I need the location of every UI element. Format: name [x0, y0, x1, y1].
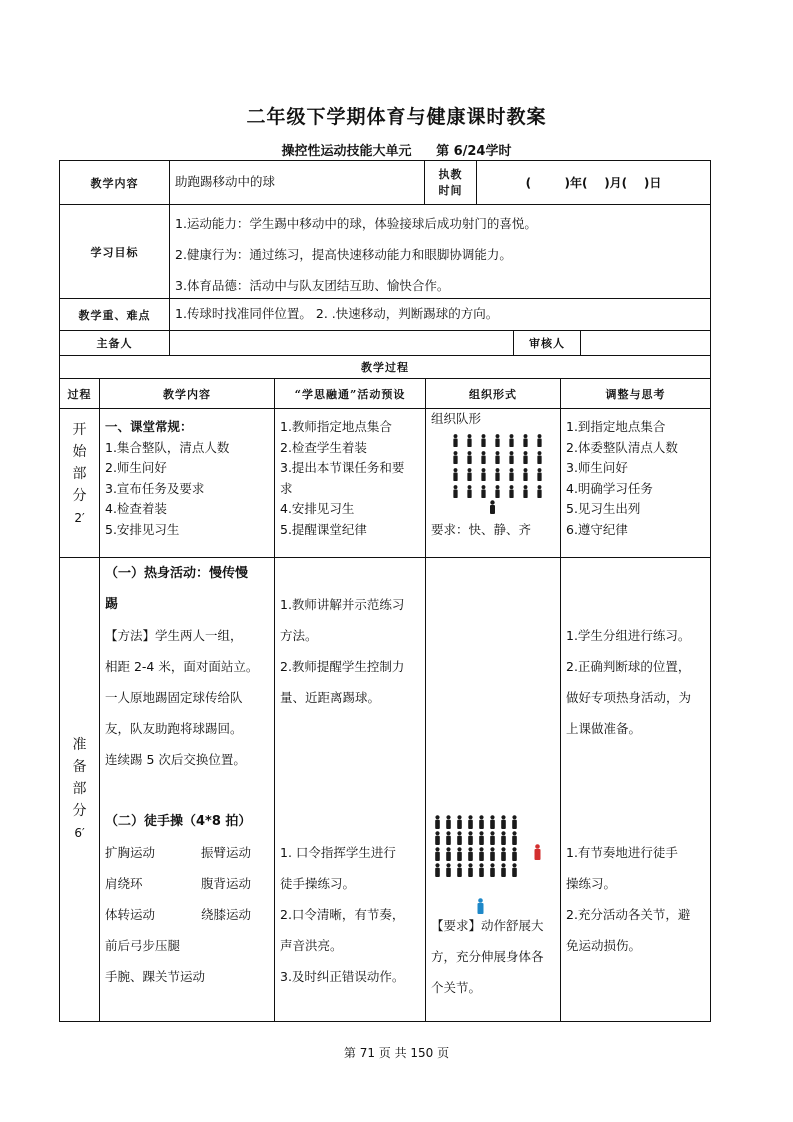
student-figure-icon: [466, 862, 475, 876]
warmup-activity-line: 1.教师讲解并示范练习: [280, 597, 405, 612]
student-figure-icon: [488, 814, 497, 828]
student-figure-icon: [466, 846, 475, 860]
lesson-plan-table: [59, 160, 711, 1022]
start-content-item: 1.集合整队，清点人数: [105, 439, 230, 455]
warmup-line: 连续踢 5 次后交换位置。: [105, 752, 246, 767]
exercise-item: 手腕、踝关节运动: [105, 969, 206, 984]
exercise-activity-line: 3.及时纠正错误动作。: [280, 969, 405, 984]
student-figure-icon: [479, 485, 488, 499]
phase-char: 备: [72, 759, 87, 775]
prep-content: [99, 557, 275, 1022]
col-header-phase: 过程: [59, 378, 100, 409]
exercise-item: 扩胸运动: [105, 845, 156, 860]
student-figure-icon: [499, 814, 508, 828]
goal-label: 学习目标: [59, 204, 170, 299]
student-figure-icon: [510, 862, 519, 876]
exec-time-label-line2: 时间: [438, 183, 463, 197]
start-content-item: 2.师生问好: [105, 460, 167, 475]
student-figure-icon: [521, 434, 530, 448]
student-figure-icon: [466, 830, 475, 844]
student-figure-icon: [493, 485, 502, 499]
start-organization: [425, 408, 561, 558]
student-figure-icon: [477, 846, 486, 860]
teacher-blue-marker: [476, 894, 485, 925]
student-figure-icon: [499, 830, 508, 844]
org-title: 组织队形: [431, 411, 482, 426]
prep-reflection: [560, 557, 711, 1022]
warmup-reflection-line: 2.正确判断球的位置，: [566, 659, 691, 674]
start-content-item: 5.安排见习生: [105, 521, 180, 537]
student-figure-icon: [451, 485, 460, 499]
lesson-number: 第 6/24学时: [436, 144, 512, 159]
student-figure-icon: [466, 814, 475, 828]
reviewer-label: 审核人: [513, 330, 581, 356]
start-content-item: 3.宣布任务及要求: [105, 480, 205, 496]
phase-start: [59, 408, 100, 558]
phase-char: 开: [72, 422, 87, 438]
exercise-item: 前后弓步压腿: [105, 938, 181, 953]
unit-name: 操控性运动技能大单元: [281, 144, 412, 159]
student-figure-icon: [479, 434, 488, 448]
student-figure-icon: [535, 434, 544, 448]
student-figure-icon: [455, 814, 464, 828]
student-figure-icon: [433, 830, 442, 844]
student-figure-icon: [493, 451, 502, 465]
exercise-requirement: 【要求】动作舒展大: [431, 918, 544, 933]
phase-char: 分: [72, 803, 87, 819]
exercise-activity-line: 声音洪亮。: [280, 938, 343, 953]
start-reflection-item: 3.师生问好: [566, 460, 628, 475]
student-figure-icon: [451, 451, 460, 465]
exec-time-label-line1: 执教: [438, 167, 463, 181]
student-figure-icon: [455, 830, 464, 844]
student-figure-icon: [465, 434, 474, 448]
start-activity-item: 1.教师指定地点集合: [280, 419, 392, 434]
exercise-reflection-line: 2.充分活动各关节，避: [566, 907, 691, 922]
exercise-item: 绕膝运动: [201, 907, 252, 922]
key-label: 教学重、难点: [59, 298, 170, 331]
student-figure-icon: [444, 830, 453, 844]
start-reflection-item: 5.见习生出列: [566, 501, 641, 516]
start-activity-item: 求: [280, 480, 293, 496]
warmup-activity-line: 2.教师提醒学生控制力: [280, 659, 405, 674]
student-figure-icon: [488, 846, 497, 860]
student-figure-icon: [465, 485, 474, 499]
student-figure-icon: [493, 434, 502, 448]
student-figure-icon: [510, 830, 519, 844]
warmup-activity-line: 量、近距离踢球。: [280, 690, 381, 705]
exercise-activity-line: 徒手操练习。: [280, 876, 356, 891]
start-reflection-item: 4.明确学习任务: [566, 480, 653, 496]
student-figure-icon: [521, 451, 530, 465]
spacer: [105, 775, 269, 806]
spacer: [566, 744, 705, 837]
preparer-label: 主备人: [59, 330, 170, 356]
exec-time-label: [424, 160, 477, 205]
spacer: [280, 713, 420, 837]
student-figure-icon: [433, 814, 442, 828]
student-figure-icon: [535, 468, 544, 482]
reviewer-value: [580, 330, 711, 356]
teacher-marker: [488, 500, 555, 521]
student-figure-icon: [507, 451, 516, 465]
formation-diagram: [451, 434, 555, 499]
goal-list: [169, 204, 711, 299]
student-figure-icon: [507, 485, 516, 499]
student-figure-icon: [479, 468, 488, 482]
content-label: 教学内容: [59, 160, 170, 205]
student-figure-icon: [510, 846, 519, 860]
student-figure-icon: [477, 830, 486, 844]
student-figure-icon: [451, 468, 460, 482]
goal-item: 2.健康行为：通过练习，提高快速移动能力和眼脚协调能力。: [175, 247, 512, 262]
warmup-title: （一）热身活动：慢传慢: [105, 566, 249, 581]
student-figure-icon: [451, 434, 460, 448]
exercise-reflection-line: 操练习。: [566, 876, 617, 891]
student-figure-icon: [521, 485, 530, 499]
student-figure-icon: [535, 451, 544, 465]
col-header-reflection: 调整与思考: [560, 378, 711, 409]
start-reflection-item: 2.体委整队清点人数: [566, 439, 678, 455]
student-figure-icon: [499, 846, 508, 860]
prep-activity: [274, 557, 426, 1022]
phase-time: 6′: [74, 826, 85, 840]
student-figure-icon: [444, 846, 453, 860]
student-figure-icon: [455, 846, 464, 860]
student-figure-icon: [535, 485, 544, 499]
start-content-item: 4.检查着装: [105, 501, 167, 516]
exercise-item: 振臂运动: [201, 845, 252, 860]
exercise-reflection-line: 1.有节奏地进行徒手: [566, 845, 678, 860]
student-figure-icon: [488, 830, 497, 844]
unit-line: [0, 140, 793, 159]
page-footer: 第 71 页 共 150 页: [343, 1046, 450, 1060]
student-figure-icon: [510, 814, 519, 828]
start-activity: [274, 408, 426, 558]
key-value: 1.传球时找准同伴位置。 2. .快速移动，判断踢球的方向。: [169, 298, 711, 331]
student-figure-icon: [479, 451, 488, 465]
start-reflection-item: 6.遵守纪律: [566, 521, 628, 537]
exercise-requirement: 方，充分伸展身体各: [431, 949, 544, 964]
col-header-activity: “学思融通”活动预设: [274, 378, 426, 409]
student-figure-icon: [488, 862, 497, 876]
start-content: [99, 408, 275, 558]
date-value: ( )年( )月( )日: [476, 160, 711, 205]
student-figure-icon: [507, 468, 516, 482]
student-figure-icon: [433, 846, 442, 860]
exercise-pairs: [105, 837, 269, 930]
exercise-activity-line: 2.口令清晰，有节奏，: [280, 907, 405, 922]
student-figure-icon: [493, 468, 502, 482]
phase-time: 2′: [74, 511, 85, 525]
student-figure-icon: [499, 862, 508, 876]
student-figure-icon: [444, 814, 453, 828]
warmup-title-cont: 踢: [105, 597, 119, 612]
student-figure-icon: [465, 468, 474, 482]
phase-char: 部: [72, 466, 87, 482]
warmup-line: 相距 2-4 米，面对面站立。: [105, 659, 259, 674]
process-heading: 教学过程: [59, 355, 711, 379]
exercise-activity-line: 1. 口令指挥学生进行: [280, 845, 396, 860]
prep-organization: [425, 557, 561, 1022]
exercise-item: 体转运动: [105, 907, 156, 922]
col-header-organization: 组织形式: [425, 378, 561, 409]
start-activity-item: 2.检查学生着装: [280, 439, 367, 455]
start-reflection-item: 1.到指定地点集合: [566, 419, 666, 434]
org-requirement: 要求：快、静、齐: [431, 522, 532, 537]
start-activity-item: 5.提醒课堂纪律: [280, 521, 367, 537]
phase-char: 准: [72, 737, 87, 753]
phase-char: 始: [72, 444, 87, 460]
phase-char: 分: [72, 488, 87, 504]
content-value: 助跑踢移动中的球: [169, 160, 425, 205]
start-activity-item: 3.提出本节课任务和要: [280, 460, 405, 475]
warmup-activity-line: 方法。: [280, 628, 318, 643]
warmup-line: 【方法】学生两人一组，: [105, 628, 243, 643]
student-figure-icon: [455, 862, 464, 876]
exercise-formation: [431, 810, 555, 910]
exercise-title: （二）徒手操（4*8 拍）: [105, 814, 252, 829]
student-figure-icon: [433, 862, 442, 876]
goal-item: 1.运动能力：学生踢中移动中的球，体验接球后成功射门的喜悦。: [175, 216, 537, 231]
goal-item: 3.体育品德：活动中与队友团结互助、愉快合作。: [175, 278, 450, 293]
warmup-line: 一人原地踢固定球传给队: [105, 690, 243, 705]
exercise-reflection-line: 免运动损伤。: [566, 938, 642, 953]
phase-prep: [59, 557, 100, 1022]
warmup-reflection-line: 做好专项热身活动，为: [566, 690, 692, 705]
col-header-content: 教学内容: [99, 378, 275, 409]
start-activity-item: 4.安排见习生: [280, 501, 355, 516]
teacher-red-marker: [533, 840, 542, 871]
start-reflection: [560, 408, 711, 558]
student-figure-icon: [465, 451, 474, 465]
student-figure-icon: [507, 434, 516, 448]
student-figure-icon: [477, 862, 486, 876]
student-figure-icon: [477, 814, 486, 828]
phase-char: 部: [72, 781, 87, 797]
page-title: 二年级下学期体育与健康课时教案: [246, 106, 547, 128]
exercise-item: 腹背运动: [201, 876, 252, 891]
exercise-item: 肩绕环: [105, 876, 143, 891]
student-figure-icon: [521, 468, 530, 482]
start-content-title: 一、课堂常规：: [105, 419, 193, 434]
warmup-line: 友，队友助跑将球踢回。: [105, 721, 243, 736]
warmup-reflection-line: 上课做准备。: [566, 721, 642, 736]
exercise-requirement: 个关节。: [431, 980, 482, 995]
student-figure-icon: [444, 862, 453, 876]
warmup-reflection-line: 1.学生分组进行练习。: [566, 628, 691, 643]
exercise-formation-grid: [433, 814, 519, 876]
preparer-value: [169, 330, 514, 356]
